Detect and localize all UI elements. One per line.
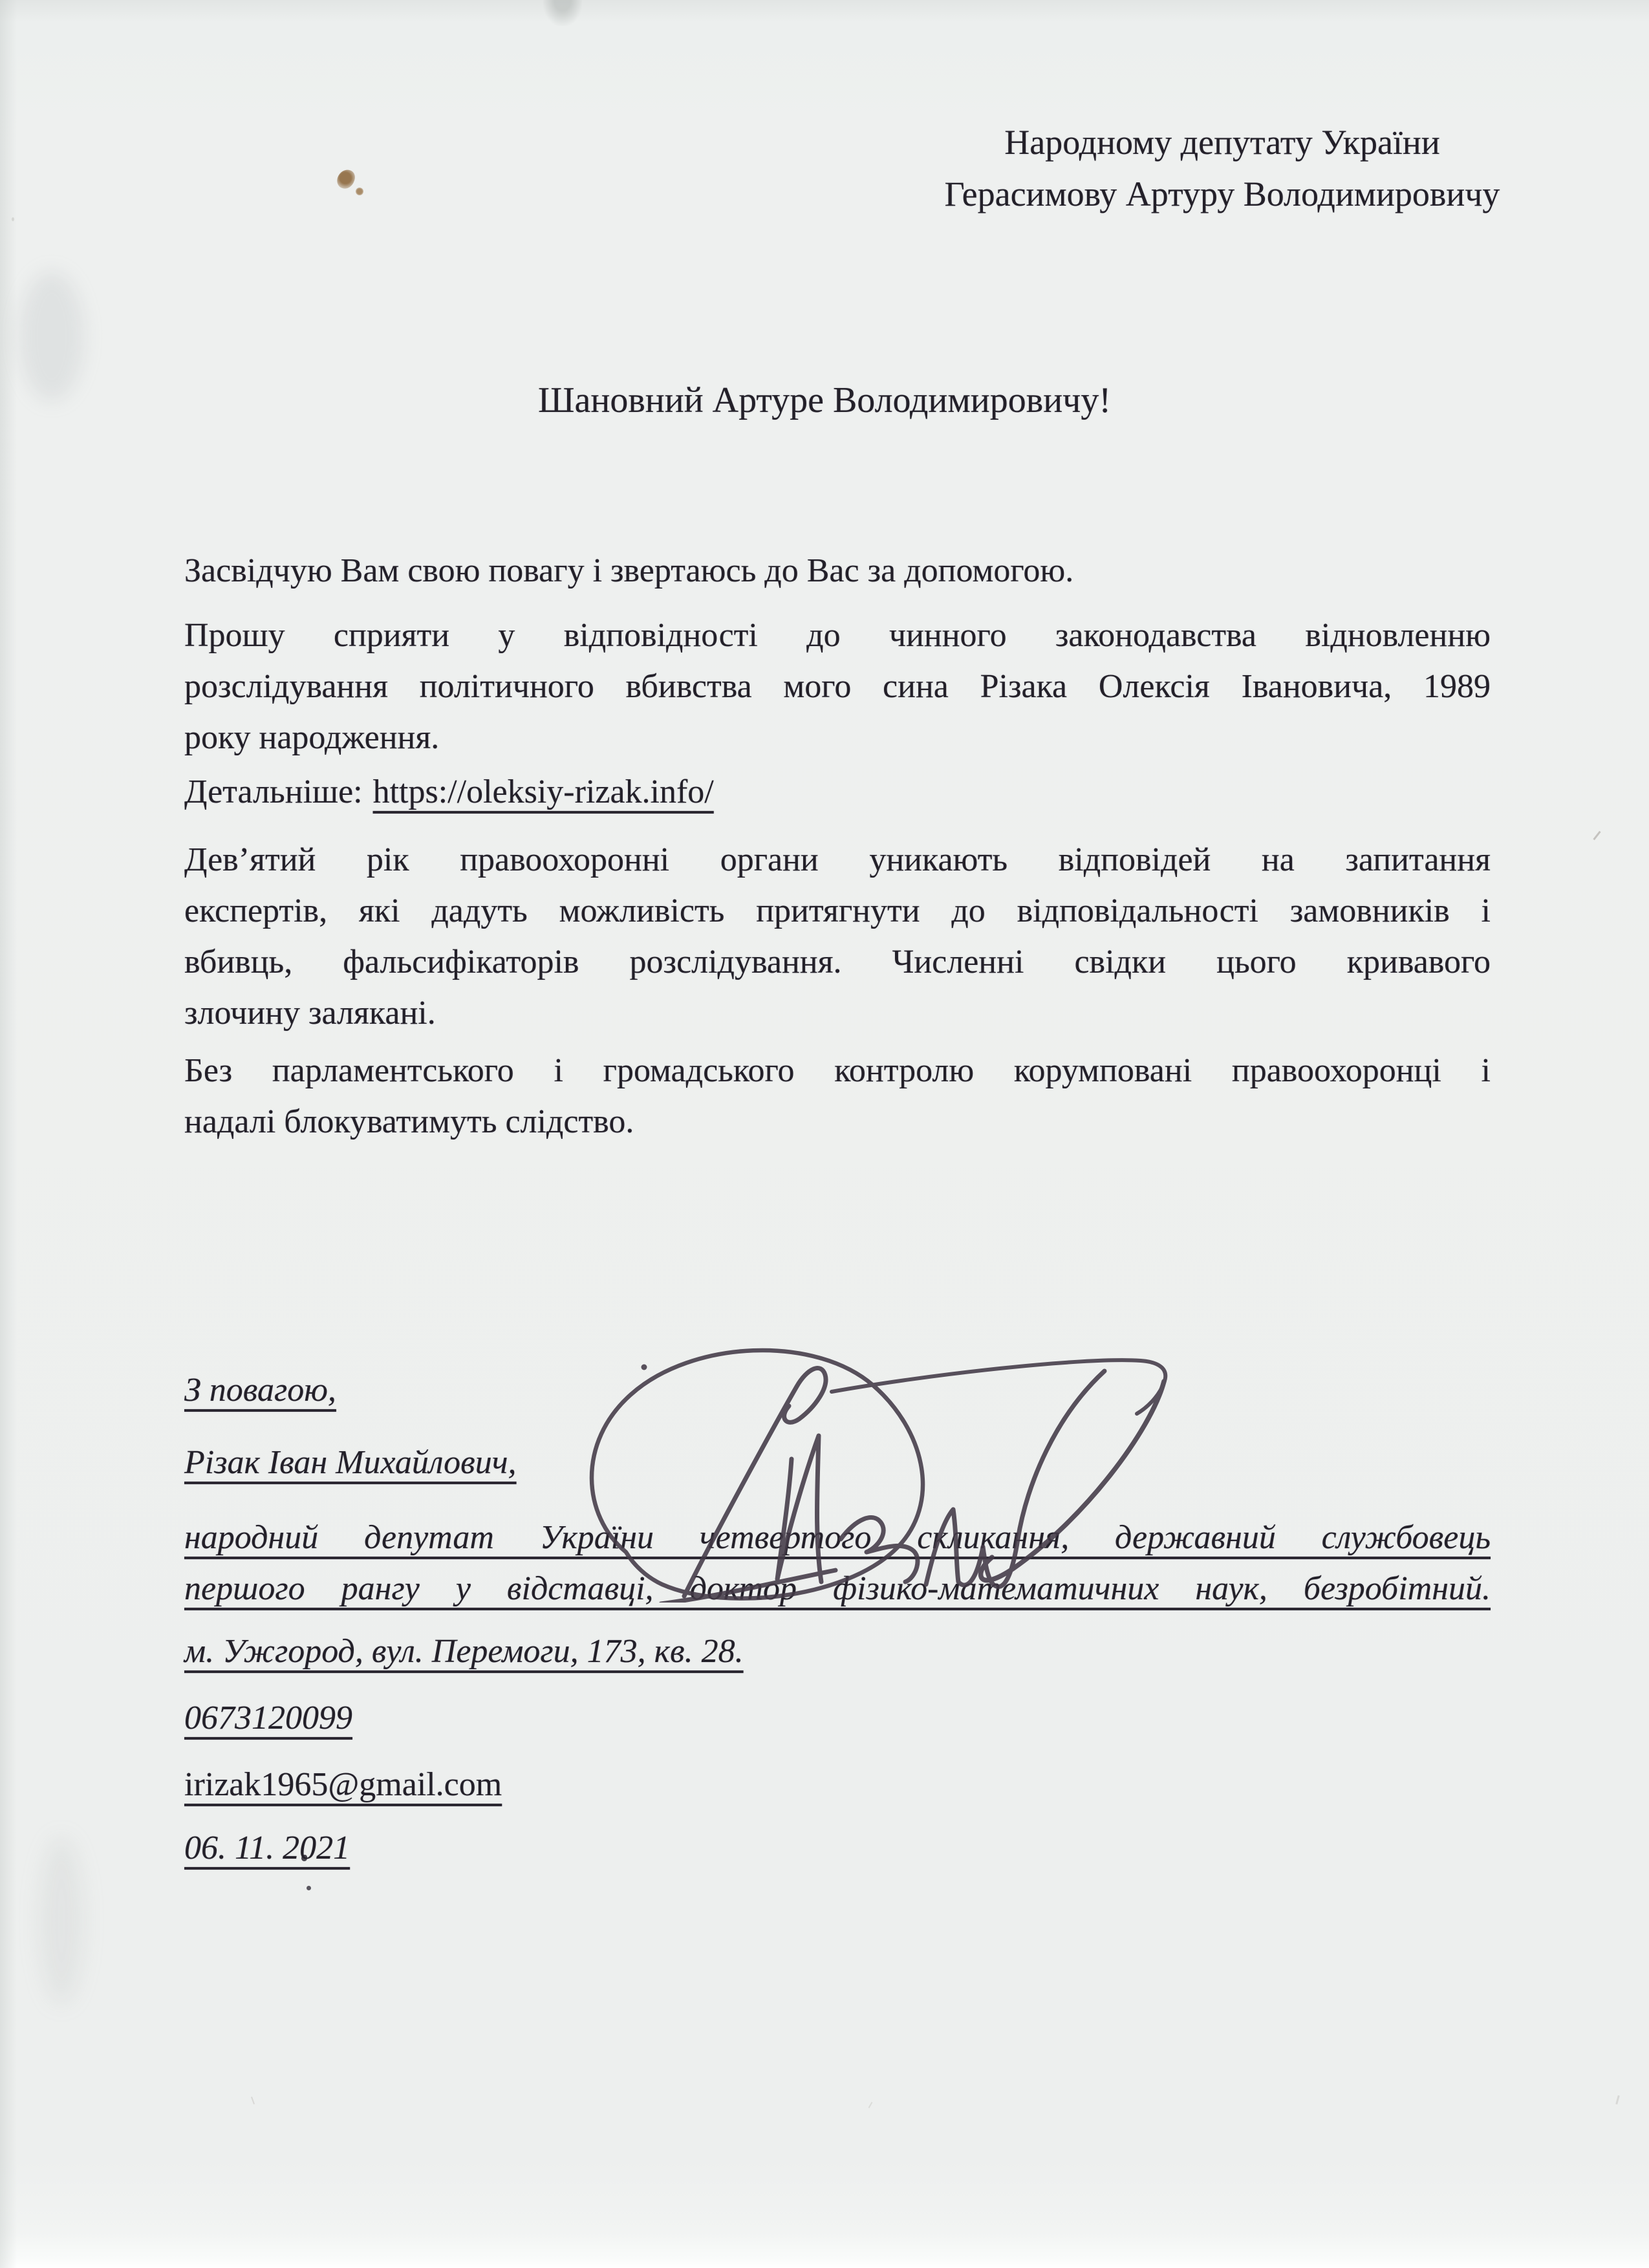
paragraph-control (184, 1045, 1491, 1147)
salutation: Шановний Артуре Володимировичу! (538, 380, 1111, 420)
body-line: Прошу сприяти у відповідності до чинного законодавства відновленню (184, 617, 1491, 654)
body-line: надалі блокуватимуть слідство. (184, 1103, 634, 1140)
paper-fiber (251, 2097, 255, 2104)
closing-text: З повагою, (184, 1372, 336, 1409)
paper-speck (335, 167, 357, 191)
signer-title-line: першого рангу у відставці, доктор фізико-математичних наук, безробітний. (184, 1570, 1491, 1607)
signer-name: Різак Іван Михайлович, (184, 1444, 517, 1481)
body-line: Дев’ятий рік правоохоронні органи уникають відповідей на запитання (184, 841, 1491, 878)
paragraph-ninth-year (184, 834, 1491, 1039)
recipient-line-1: Народному депутату України (1004, 123, 1440, 162)
paragraph-request (184, 610, 1491, 763)
body-line: Засвідчую Вам свою повагу і звертаюсь до Вас за допомогою. (184, 552, 1074, 589)
address-line (184, 1626, 1491, 1677)
body-line: розслідування політичного вбивства мого сина Різака Олексія Івановича, 1989 (184, 668, 1491, 705)
paper-fiber (12, 217, 14, 221)
paper-fiber (1593, 831, 1600, 840)
details-url: https://oleksiy-rizak.info/ (372, 773, 714, 810)
phone-line (184, 1692, 1491, 1744)
paragraph-respect (184, 545, 1491, 596)
email-address: irizak1965@gmail.com (184, 1766, 502, 1803)
paper-fiber (868, 2102, 873, 2108)
body-line: року народження. (184, 719, 440, 756)
paper-smudge (39, 1837, 84, 2005)
details-label: Детальніше: (184, 773, 363, 810)
body-line: вбивць, фальсифікаторів розслідування. Численні свідки цього кривавого (184, 944, 1491, 980)
scanner-edge-notch (543, 0, 582, 26)
date-line (184, 1822, 1491, 1874)
paper-fiber (1615, 2095, 1620, 2104)
body-line: Без парламентського і громадського контролю корумповані правоохоронці і (184, 1052, 1491, 1089)
handwritten-signature (564, 1324, 1178, 1603)
phone-number: 0673120099 (184, 1700, 352, 1736)
details-line (184, 766, 1491, 817)
email-line (184, 1759, 1491, 1810)
address-text: м. Ужгород, вул. Перемоги, 173, кв. 28. (184, 1633, 744, 1670)
signer-title-line: народний депутат України четвертого скликання, державний службовець (184, 1519, 1491, 1556)
letter-date: 06. 11. 2021 (184, 1830, 350, 1866)
body-line: експертів, які дадуть можливість притягнути до відповідальності замовників і (184, 892, 1491, 929)
body-line: злочину залякані. (184, 995, 436, 1031)
recipient-block (860, 116, 1584, 220)
ink-dot (307, 1886, 311, 1890)
recipient-line-2: Герасимову Артуру Володимировичу (944, 175, 1500, 213)
paper-speck (356, 188, 363, 195)
